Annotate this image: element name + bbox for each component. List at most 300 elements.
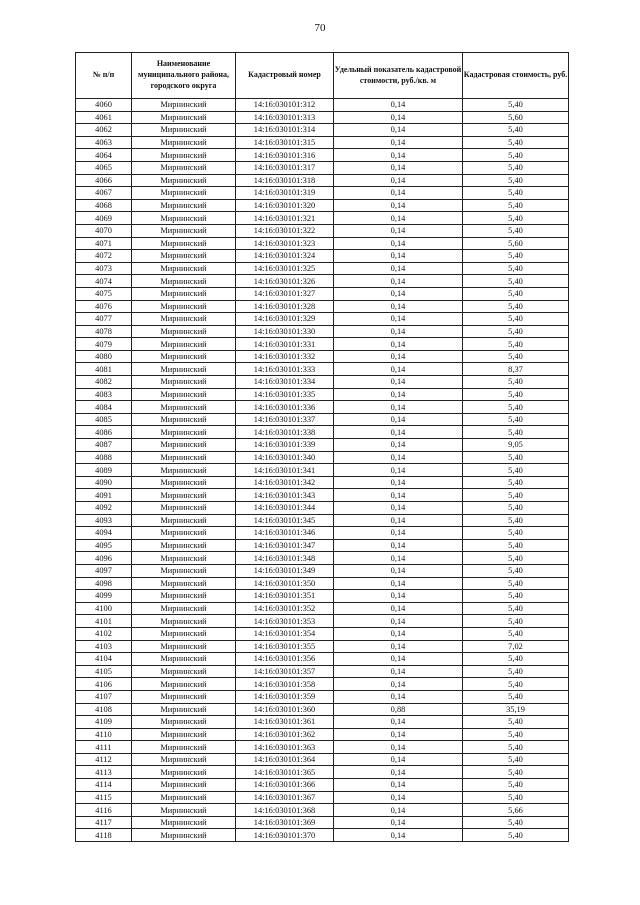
cadastral-value-cell: 8,37 [463,363,569,376]
row-num-cell: 4109 [76,716,132,729]
district-cell: Мирнинский [132,224,236,237]
row-num-cell: 4072 [76,250,132,263]
header-num: № п/п [76,53,132,99]
cadastral-number-cell: 14:16:030101:323 [236,237,334,250]
table-row [76,804,569,817]
cadastral-value-cell: 7,02 [463,640,569,653]
specific-value-cell: 0,14 [334,388,463,401]
cadastral-value-cell: 5,40 [463,615,569,628]
cadastral-value-cell: 5,40 [463,665,569,678]
row-num-cell: 4116 [76,804,132,817]
district-cell: Мирнинский [132,590,236,603]
table-row [76,199,569,212]
row-num-cell: 4107 [76,690,132,703]
row-num-cell: 4093 [76,514,132,527]
cadastral-number-cell: 14:16:030101:350 [236,577,334,590]
district-cell: Мирнинский [132,161,236,174]
specific-value-cell: 0,14 [334,300,463,313]
district-cell: Мирнинский [132,199,236,212]
cadastral-value-cell: 5,40 [463,476,569,489]
cadastral-value-cell: 5,40 [463,426,569,439]
table-row [76,111,569,124]
specific-value-cell: 0,14 [334,590,463,603]
specific-value-cell: 0,14 [334,350,463,363]
cadastral-value-cell: 5,40 [463,136,569,149]
cadastral-value-table [75,52,569,842]
cadastral-value-cell: 5,40 [463,149,569,162]
cadastral-value-cell: 5,40 [463,564,569,577]
cadastral-value-cell: 5,40 [463,766,569,779]
district-cell: Мирнинский [132,187,236,200]
cadastral-number-cell: 14:16:030101:362 [236,728,334,741]
table-row [76,514,569,527]
row-num-cell: 4076 [76,300,132,313]
specific-value-cell: 0,14 [334,439,463,452]
specific-value-cell: 0,14 [334,577,463,590]
cadastral-number-cell: 14:16:030101:317 [236,161,334,174]
row-num-cell: 4097 [76,564,132,577]
table-row [76,464,569,477]
table-row [76,590,569,603]
cadastral-number-cell: 14:16:030101:342 [236,476,334,489]
district-cell: Мирнинский [132,829,236,842]
district-cell: Мирнинский [132,174,236,187]
cadastral-value-cell: 5,40 [463,791,569,804]
cadastral-value-cell: 5,40 [463,590,569,603]
table-row [76,136,569,149]
specific-value-cell: 0,14 [334,313,463,326]
page-number: 70 [314,22,326,34]
cadastral-number-cell: 14:16:030101:334 [236,376,334,389]
cadastral-number-cell: 14:16:030101:346 [236,527,334,540]
row-num-cell: 4110 [76,728,132,741]
district-cell: Мирнинский [132,464,236,477]
row-num-cell: 4101 [76,615,132,628]
specific-value-cell: 0,14 [334,275,463,288]
cadastral-value-cell: 5,40 [463,678,569,691]
cadastral-number-cell: 14:16:030101:344 [236,502,334,515]
cadastral-value-cell: 5,40 [463,464,569,477]
cadastral-number-cell: 14:16:030101:363 [236,741,334,754]
cadastral-number-cell: 14:16:030101:358 [236,678,334,691]
district-cell: Мирнинский [132,476,236,489]
district-cell: Мирнинский [132,577,236,590]
cadastral-value-cell: 5,40 [463,161,569,174]
row-num-cell: 4103 [76,640,132,653]
district-cell: Мирнинский [132,665,236,678]
cadastral-number-cell: 14:16:030101:370 [236,829,334,842]
cadastral-number-cell: 14:16:030101:318 [236,174,334,187]
cadastral-value-cell: 5,40 [463,653,569,666]
table-row [76,728,569,741]
specific-value-cell: 0,14 [334,212,463,225]
cadastral-number-cell: 14:16:030101:353 [236,615,334,628]
table-row [76,350,569,363]
cadastral-number-cell: 14:16:030101:352 [236,602,334,615]
cadastral-number-cell: 14:16:030101:324 [236,250,334,263]
district-cell: Мирнинский [132,350,236,363]
cadastral-number-cell: 14:16:030101:336 [236,401,334,414]
table-row [76,577,569,590]
row-num-cell: 4075 [76,287,132,300]
table-row [76,489,569,502]
district-cell: Мирнинский [132,111,236,124]
specific-value-cell: 0,14 [334,527,463,540]
table-row [76,287,569,300]
row-num-cell: 4082 [76,376,132,389]
district-cell: Мирнинский [132,124,236,137]
table-row [76,426,569,439]
cadastral-number-cell: 14:16:030101:356 [236,653,334,666]
specific-value-cell: 0,14 [334,136,463,149]
specific-value-cell: 0,14 [334,489,463,502]
row-num-cell: 4108 [76,703,132,716]
row-num-cell: 4069 [76,212,132,225]
row-num-cell: 4070 [76,224,132,237]
cadastral-number-cell: 14:16:030101:369 [236,816,334,829]
cadastral-number-cell: 14:16:030101:366 [236,779,334,792]
district-cell: Мирнинский [132,627,236,640]
specific-value-cell: 0,14 [334,678,463,691]
specific-value-cell: 0,14 [334,766,463,779]
cadastral-number-cell: 14:16:030101:332 [236,350,334,363]
row-num-cell: 4074 [76,275,132,288]
cadastral-value-cell: 5,40 [463,199,569,212]
specific-value-cell: 0,14 [334,99,463,112]
specific-value-cell: 0,14 [334,325,463,338]
specific-value-cell: 0,14 [334,262,463,275]
cadastral-number-cell: 14:16:030101:360 [236,703,334,716]
cadastral-value-cell: 5,40 [463,401,569,414]
district-cell: Мирнинский [132,728,236,741]
specific-value-cell: 0,14 [334,804,463,817]
table-row [76,325,569,338]
table-row [76,212,569,225]
district-cell: Мирнинский [132,804,236,817]
specific-value-cell: 0,14 [334,552,463,565]
table-row [76,413,569,426]
table-row [76,640,569,653]
district-cell: Мирнинский [132,250,236,263]
row-num-cell: 4080 [76,350,132,363]
table-row [76,439,569,452]
cadastral-value-cell: 5,40 [463,627,569,640]
row-num-cell: 4083 [76,388,132,401]
table-row [76,388,569,401]
district-cell: Мирнинский [132,791,236,804]
district-cell: Мирнинский [132,275,236,288]
cadastral-value-cell: 5,40 [463,539,569,552]
row-num-cell: 4102 [76,627,132,640]
specific-value-cell: 0,14 [334,753,463,766]
table-row [76,401,569,414]
table-row [76,237,569,250]
cadastral-number-cell: 14:16:030101:333 [236,363,334,376]
cadastral-number-cell: 14:16:030101:316 [236,149,334,162]
table-row [76,741,569,754]
table-row [76,275,569,288]
row-num-cell: 4078 [76,325,132,338]
row-num-cell: 4063 [76,136,132,149]
cadastral-number-cell: 14:16:030101:359 [236,690,334,703]
row-num-cell: 4062 [76,124,132,137]
specific-value-cell: 0,14 [334,187,463,200]
cadastral-number-cell: 14:16:030101:313 [236,111,334,124]
specific-value-cell: 0,14 [334,161,463,174]
table-row [76,791,569,804]
cadastral-value-cell: 5,66 [463,804,569,817]
specific-value-cell: 0,14 [334,829,463,842]
cadastral-value-cell: 5,40 [463,174,569,187]
cadastral-number-cell: 14:16:030101:312 [236,99,334,112]
specific-value-cell: 0,14 [334,426,463,439]
cadastral-value-cell: 5,40 [463,413,569,426]
table-row [76,502,569,515]
row-num-cell: 4100 [76,602,132,615]
specific-value-cell: 0,14 [334,174,463,187]
specific-value-cell: 0,14 [334,741,463,754]
cadastral-value-cell: 5,40 [463,728,569,741]
district-cell: Мирнинский [132,502,236,515]
cadastral-number-cell: 14:16:030101:326 [236,275,334,288]
district-cell: Мирнинский [132,313,236,326]
row-num-cell: 4084 [76,401,132,414]
row-num-cell: 4064 [76,149,132,162]
cadastral-number-cell: 14:16:030101:328 [236,300,334,313]
specific-value-cell: 0,14 [334,451,463,464]
row-num-cell: 4061 [76,111,132,124]
district-cell: Мирнинский [132,527,236,540]
specific-value-cell: 0,14 [334,602,463,615]
specific-value-cell: 0,14 [334,401,463,414]
district-cell: Мирнинский [132,426,236,439]
row-num-cell: 4104 [76,653,132,666]
specific-value-cell: 0,14 [334,476,463,489]
table-row [76,527,569,540]
row-num-cell: 4113 [76,766,132,779]
row-num-cell: 4095 [76,539,132,552]
specific-value-cell: 0,14 [334,224,463,237]
district-cell: Мирнинский [132,741,236,754]
specific-value-cell: 0,14 [334,564,463,577]
cadastral-number-cell: 14:16:030101:349 [236,564,334,577]
cadastral-number-cell: 14:16:030101:368 [236,804,334,817]
cadastral-number-cell: 14:16:030101:348 [236,552,334,565]
cadastral-value-cell: 5,40 [463,287,569,300]
cadastral-number-cell: 14:16:030101:320 [236,199,334,212]
table-row [76,690,569,703]
row-num-cell: 4091 [76,489,132,502]
district-cell: Мирнинский [132,766,236,779]
cadastral-value-cell: 5,40 [463,829,569,842]
district-cell: Мирнинский [132,716,236,729]
cadastral-number-cell: 14:16:030101:357 [236,665,334,678]
cadastral-value-cell: 9,05 [463,439,569,452]
specific-value-cell: 0,14 [334,111,463,124]
cadastral-value-cell: 5,40 [463,779,569,792]
cadastral-value-cell: 5,40 [463,741,569,754]
district-cell: Мирнинский [132,401,236,414]
cadastral-number-cell: 14:16:030101:329 [236,313,334,326]
cadastral-number-cell: 14:16:030101:339 [236,439,334,452]
district-cell: Мирнинский [132,376,236,389]
district-cell: Мирнинский [132,212,236,225]
cadastral-number-cell: 14:16:030101:345 [236,514,334,527]
cadastral-value-cell: 5,40 [463,816,569,829]
row-num-cell: 4071 [76,237,132,250]
specific-value-cell: 0,14 [334,728,463,741]
table-row [76,363,569,376]
district-cell: Мирнинский [132,640,236,653]
cadastral-value-cell: 5,40 [463,187,569,200]
row-num-cell: 4079 [76,338,132,351]
district-cell: Мирнинский [132,262,236,275]
cadastral-number-cell: 14:16:030101:365 [236,766,334,779]
district-cell: Мирнинский [132,489,236,502]
district-cell: Мирнинский [132,514,236,527]
row-num-cell: 4060 [76,99,132,112]
table-row [76,376,569,389]
district-cell: Мирнинский [132,564,236,577]
specific-value-cell: 0,14 [334,149,463,162]
table-row [76,829,569,842]
cadastral-value-cell: 5,40 [463,124,569,137]
specific-value-cell: 0,14 [334,716,463,729]
row-num-cell: 4098 [76,577,132,590]
cadastral-number-cell: 14:16:030101:325 [236,262,334,275]
cadastral-value-cell: 5,40 [463,99,569,112]
specific-value-cell: 0,88 [334,703,463,716]
cadastral-value-cell: 5,40 [463,250,569,263]
table-row [76,250,569,263]
table-row [76,703,569,716]
table-row [76,602,569,615]
cadastral-value-cell: 5,40 [463,275,569,288]
specific-value-cell: 0,14 [334,363,463,376]
cadastral-value-cell: 5,40 [463,502,569,515]
specific-value-cell: 0,14 [334,690,463,703]
row-num-cell: 4067 [76,187,132,200]
table-row [76,779,569,792]
district-cell: Мирнинский [132,99,236,112]
cadastral-number-cell: 14:16:030101:314 [236,124,334,137]
district-cell: Мирнинский [132,678,236,691]
row-num-cell: 4118 [76,829,132,842]
row-num-cell: 4099 [76,590,132,603]
table-body [76,99,569,842]
cadastral-value-cell: 5,40 [463,338,569,351]
row-num-cell: 4087 [76,439,132,452]
cadastral-number-cell: 14:16:030101:341 [236,464,334,477]
cadastral-value-cell: 5,40 [463,489,569,502]
table-row [76,149,569,162]
cadastral-value-cell: 35,19 [463,703,569,716]
cadastral-number-cell: 14:16:030101:330 [236,325,334,338]
cadastral-value-cell: 5,40 [463,313,569,326]
cadastral-number-cell: 14:16:030101:347 [236,539,334,552]
cadastral-value-cell: 5,40 [463,602,569,615]
specific-value-cell: 0,14 [334,502,463,515]
specific-value-cell: 0,14 [334,627,463,640]
cadastral-number-cell: 14:16:030101:315 [236,136,334,149]
cadastral-value-cell: 5,40 [463,350,569,363]
cadastral-value-cell: 5,40 [463,376,569,389]
district-cell: Мирнинский [132,439,236,452]
cadastral-value-cell: 5,40 [463,514,569,527]
cadastral-value-cell: 5,40 [463,690,569,703]
table-row [76,665,569,678]
header-district: Наименование муниципального района, городского округа [132,53,236,99]
specific-value-cell: 0,14 [334,779,463,792]
specific-value-cell: 0,14 [334,464,463,477]
table-row [76,716,569,729]
specific-value-cell: 0,14 [334,539,463,552]
table-row [76,338,569,351]
cadastral-number-cell: 14:16:030101:322 [236,224,334,237]
cadastral-number-cell: 14:16:030101:343 [236,489,334,502]
district-cell: Мирнинский [132,816,236,829]
district-cell: Мирнинский [132,779,236,792]
cadastral-number-cell: 14:16:030101:355 [236,640,334,653]
row-num-cell: 4112 [76,753,132,766]
cadastral-value-cell: 5,40 [463,552,569,565]
table-row [76,262,569,275]
table-row [76,124,569,137]
row-num-cell: 4086 [76,426,132,439]
table-row [76,476,569,489]
table-row [76,313,569,326]
cadastral-value-cell: 5,40 [463,527,569,540]
table-row [76,564,569,577]
district-cell: Мирнинский [132,602,236,615]
cadastral-number-cell: 14:16:030101:338 [236,426,334,439]
row-num-cell: 4090 [76,476,132,489]
cadastral-value-cell: 5,40 [463,753,569,766]
specific-value-cell: 0,14 [334,816,463,829]
table-row [76,187,569,200]
table-row [76,753,569,766]
table-row [76,300,569,313]
cadastral-number-cell: 14:16:030101:327 [236,287,334,300]
row-num-cell: 4077 [76,313,132,326]
table-row [76,627,569,640]
cadastral-number-cell: 14:16:030101:367 [236,791,334,804]
district-cell: Мирнинский [132,237,236,250]
cadastral-number-cell: 14:16:030101:354 [236,627,334,640]
district-cell: Мирнинский [132,338,236,351]
specific-value-cell: 0,14 [334,640,463,653]
cadastral-number-cell: 14:16:030101:340 [236,451,334,464]
cadastral-value-cell: 5,40 [463,716,569,729]
row-num-cell: 4105 [76,665,132,678]
district-cell: Мирнинский [132,287,236,300]
cadastral-number-cell: 14:16:030101:351 [236,590,334,603]
row-num-cell: 4066 [76,174,132,187]
cadastral-number-cell: 14:16:030101:335 [236,388,334,401]
district-cell: Мирнинский [132,149,236,162]
specific-value-cell: 0,14 [334,514,463,527]
district-cell: Мирнинский [132,615,236,628]
table-row [76,766,569,779]
district-cell: Мирнинский [132,690,236,703]
table-row [76,99,569,112]
row-num-cell: 4096 [76,552,132,565]
district-cell: Мирнинский [132,325,236,338]
table-row [76,816,569,829]
cadastral-number-cell: 14:16:030101:331 [236,338,334,351]
row-num-cell: 4085 [76,413,132,426]
row-num-cell: 4089 [76,464,132,477]
